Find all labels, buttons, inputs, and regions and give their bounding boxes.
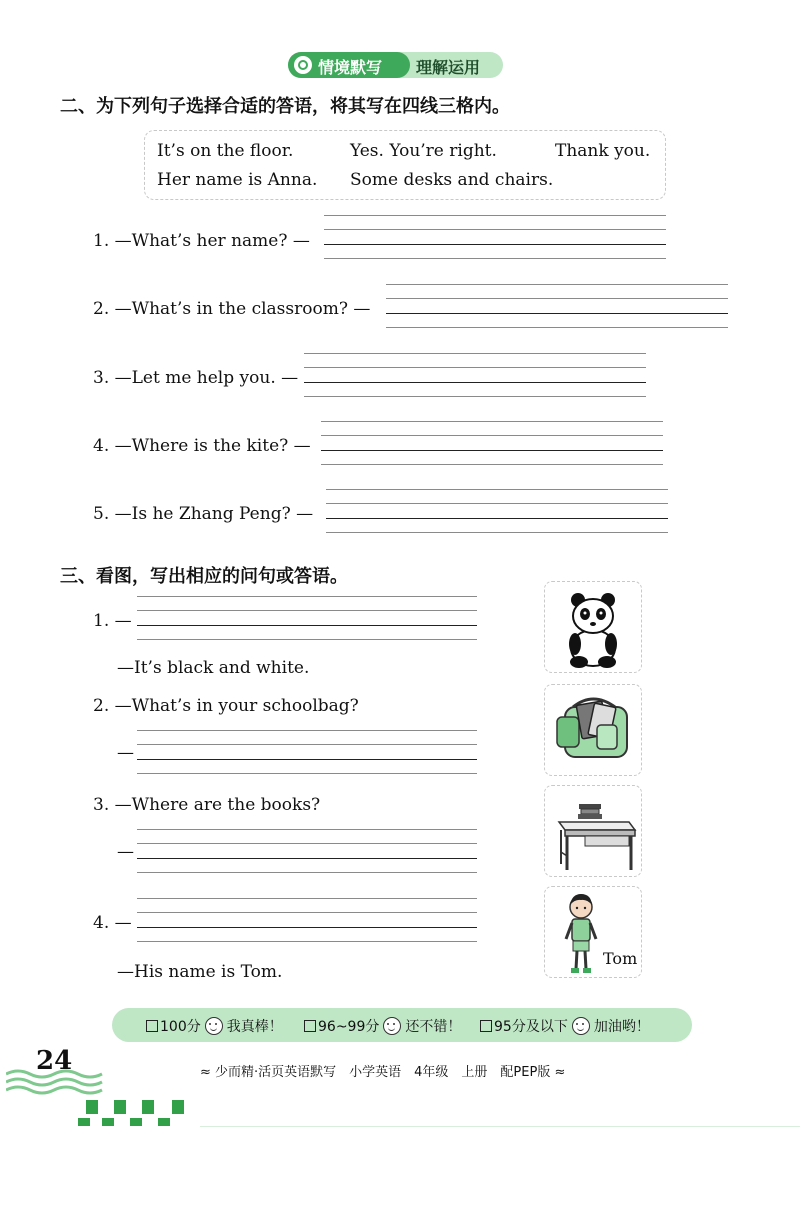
section2-heading: 二、为下列句子选择合适的答语，将其写在四线三格内。: [60, 96, 510, 117]
s3-item-3-answer: —: [117, 842, 134, 862]
boy-tom-image: [544, 886, 642, 978]
s3-item-4-prompt: 4. —: [93, 913, 132, 933]
s3-item-1-answer: —It’s black and white.: [117, 658, 310, 678]
smiley-icon: [205, 1017, 223, 1035]
score-option-3[interactable]: [480, 1016, 650, 1036]
footer-text: ≈ 少而精·活页英语默写 小学英语 4年级 上册 配PEP版 ≈: [200, 1065, 566, 1080]
desk-with-books-image: [544, 785, 642, 877]
badge-primary-label: 情境默写: [318, 58, 383, 77]
option-2: Yes. You’re right.: [350, 141, 497, 161]
score-range: 95分及以下: [494, 1019, 568, 1035]
s3-answer-guide-2[interactable]: [137, 730, 477, 774]
s3-item-1-prompt: 1. —: [93, 611, 132, 631]
panda-image: [544, 581, 642, 673]
s3-item-2-prompt: 2. —What’s in your schoolbag?: [93, 696, 359, 716]
s2-question-4: 4. —Where is the kite? —: [93, 436, 311, 456]
score-comment: 我真棒！: [226, 1019, 283, 1035]
score-option-1[interactable]: [146, 1016, 283, 1036]
s2-answer-guide-1[interactable]: [324, 215, 666, 259]
s2-question-1: 1. —What’s her name? —: [93, 231, 310, 251]
s2-answer-guide-4[interactable]: [321, 421, 663, 465]
score-comment: 还不错！: [405, 1019, 462, 1035]
flower-icon: [294, 56, 312, 74]
green-square-decoration: [78, 1098, 193, 1132]
checkbox[interactable]: [304, 1020, 316, 1032]
s2-question-3: 3. —Let me help you. —: [93, 368, 299, 388]
tom-label: Tom: [603, 949, 638, 968]
option-4: Her name is Anna.: [157, 170, 318, 190]
score-comment: 加油哟！: [593, 1019, 650, 1035]
s3-item-4-answer: —His name is Tom.: [117, 962, 283, 982]
score-range: 96~99分: [318, 1019, 380, 1035]
s3-answer-guide-4[interactable]: [137, 898, 477, 942]
smiley-icon: [572, 1017, 590, 1035]
s3-item-2-answer: —: [117, 743, 134, 763]
s3-item-3-prompt: 3. —Where are the books?: [93, 795, 321, 815]
checkbox[interactable]: [480, 1020, 492, 1032]
option-3: Thank you.: [555, 141, 651, 161]
smiley-icon: [383, 1017, 401, 1035]
option-1: It’s on the floor.: [157, 141, 294, 161]
s2-answer-guide-2[interactable]: [386, 284, 728, 328]
footer-divider: [200, 1126, 800, 1127]
score-range: 100分: [160, 1019, 201, 1035]
badge-secondary-label: 理解运用: [416, 58, 481, 77]
s2-answer-guide-5[interactable]: [326, 489, 668, 533]
s2-question-2: 2. —What’s in the classroom? —: [93, 299, 371, 319]
page-number: 24: [36, 1046, 73, 1076]
s3-answer-guide-3[interactable]: [137, 829, 477, 873]
score-option-2[interactable]: [304, 1016, 461, 1036]
schoolbag-image: [544, 684, 642, 776]
s2-answer-guide-3[interactable]: [304, 353, 646, 397]
option-5: Some desks and chairs.: [350, 170, 554, 190]
checkbox[interactable]: [146, 1020, 158, 1032]
section3-heading: 三、看图，写出相应的问句或答语。: [60, 566, 348, 587]
s3-answer-guide-1[interactable]: [137, 596, 477, 640]
s2-question-5: 5. —Is he Zhang Peng? —: [93, 504, 314, 524]
